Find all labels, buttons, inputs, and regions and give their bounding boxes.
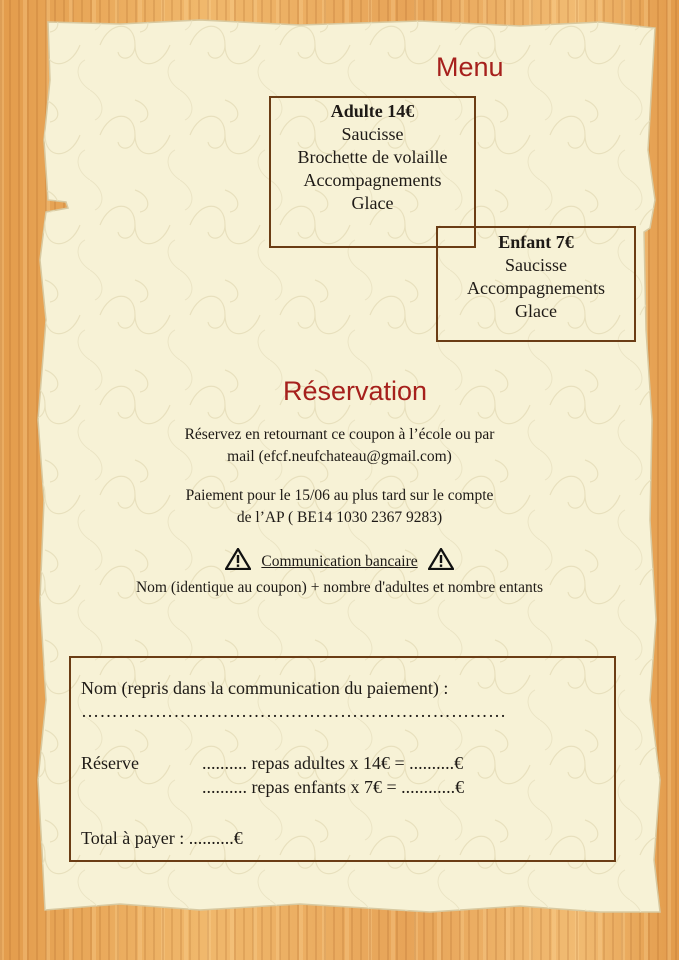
instruction-line: Réservez en retournant ce coupon à l’école ou par — [184, 426, 495, 443]
reservation-coupon — [69, 656, 616, 862]
adult-menu-item: Accompagnements — [303, 170, 442, 190]
adult-menu-item: Brochette de volaille — [297, 147, 448, 167]
warning-icon — [428, 548, 454, 575]
payment-line: de l’AP ( BE14 1030 2367 9283) — [236, 509, 443, 526]
child-menu-box — [436, 226, 636, 342]
reservation-instructions — [0, 424, 679, 468]
reservation-title: Réservation — [282, 376, 428, 406]
warning-icon — [225, 548, 251, 575]
bank-communication-heading — [0, 548, 679, 575]
instruction-line: mail (efcf.neufchateau@gmail.com) — [227, 448, 452, 465]
adult-menu-item: Glace — [351, 193, 394, 213]
reserve-label: Réserve — [81, 753, 139, 773]
adult-meals-line[interactable]: .......... repas adultes x 14€ = ..........€ — [202, 753, 464, 773]
name-label: Nom (repris dans la communication du paiement) : — [81, 678, 449, 698]
adult-menu-item: Saucisse — [341, 124, 404, 144]
child-meals-line[interactable]: .......... repas enfants x 7€ = ............€ — [202, 777, 465, 797]
bank-communication-label: Communication bancaire — [261, 553, 418, 570]
payment-instructions — [0, 485, 679, 529]
payment-line: Paiement pour le 15/06 au plus tard sur le compte — [185, 487, 494, 504]
name-fill-line[interactable]: …………………………………………………………… — [81, 701, 507, 721]
menu-title: Menu — [436, 52, 504, 82]
child-menu-item: Glace — [515, 301, 557, 321]
total-line[interactable]: Total à payer : ..........€ — [81, 828, 243, 848]
adult-menu-heading: Adulte 14€ — [330, 101, 415, 121]
child-menu-heading: Enfant 7€ — [498, 232, 574, 252]
child-menu-item: Saucisse — [505, 255, 567, 275]
child-menu-item: Accompagnements — [467, 278, 605, 298]
bank-communication-detail: Nom (identique au coupon) + nombre d'adultes et nombre entants — [135, 579, 544, 596]
